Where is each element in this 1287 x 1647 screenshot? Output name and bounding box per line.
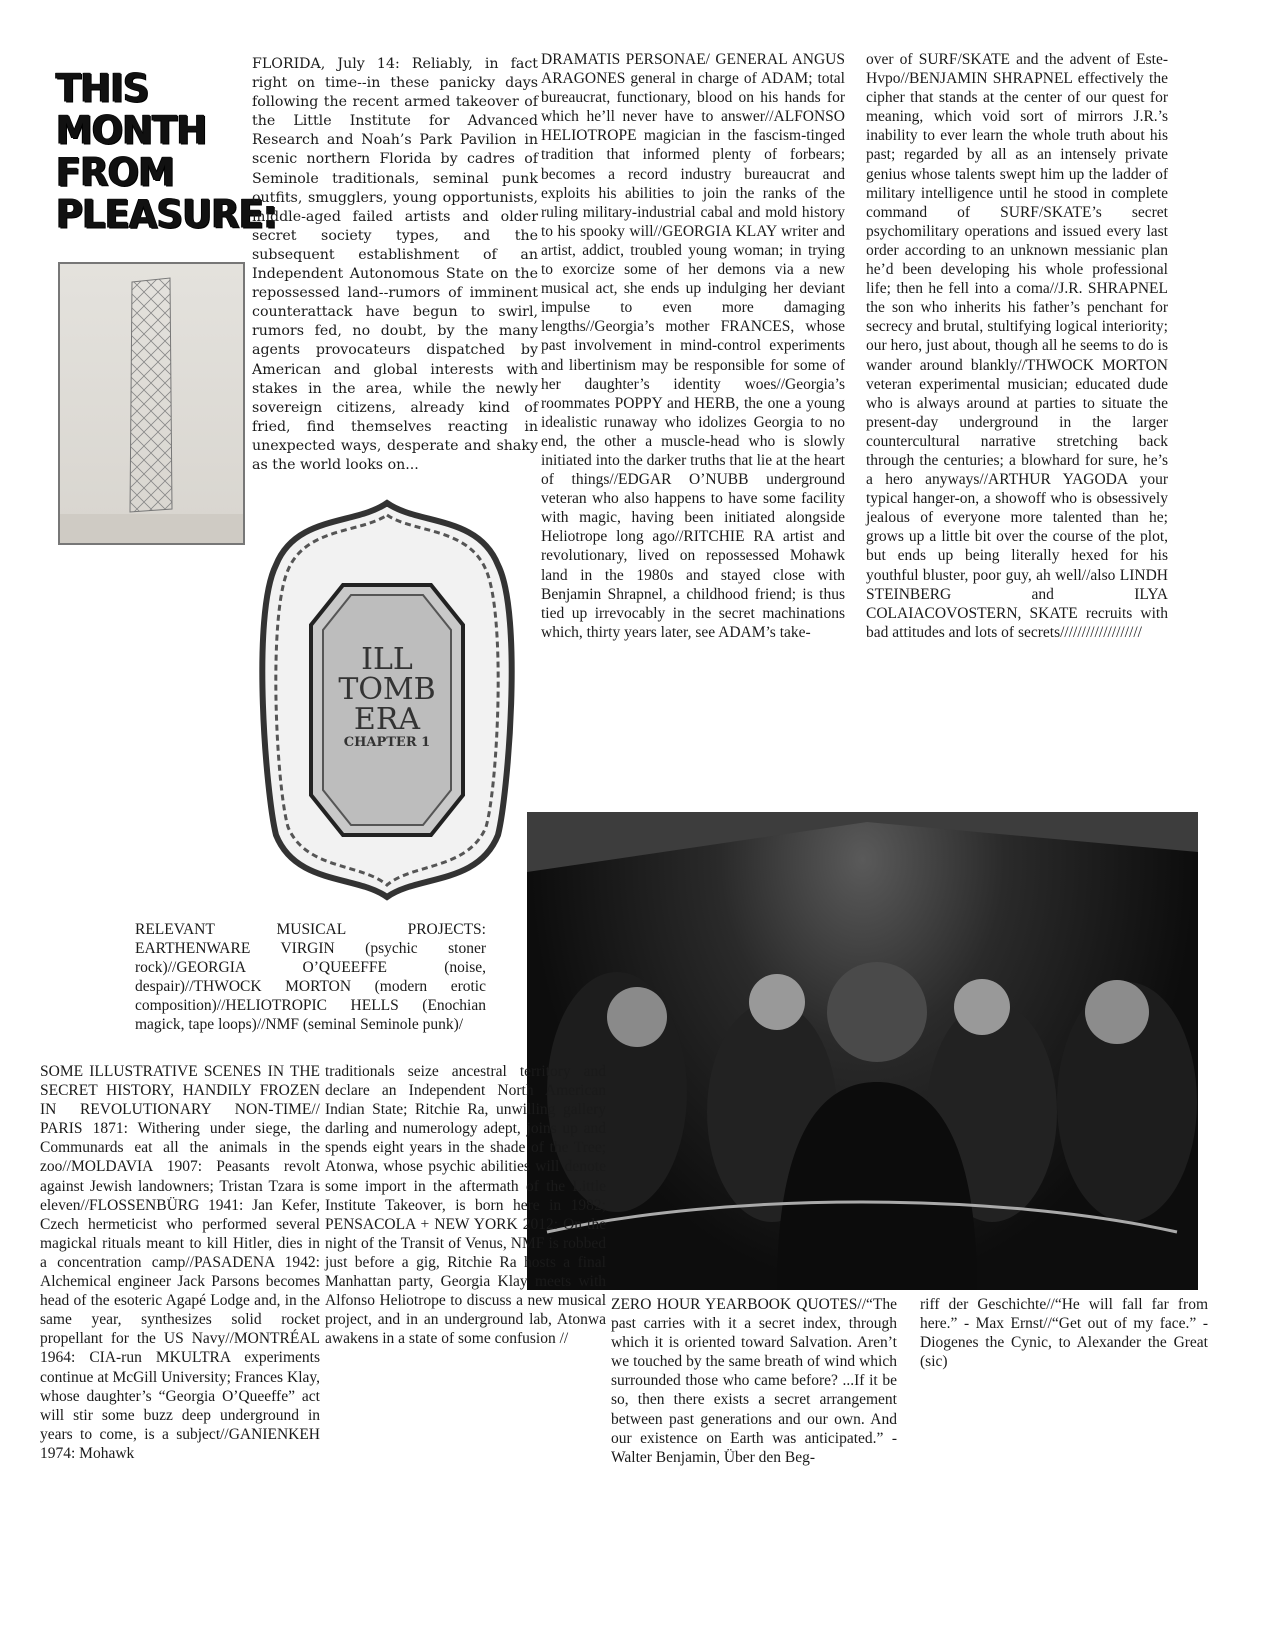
yearbook-quotes-text: ZERO HOUR YEARBOOK QUOTES//“The past carries with it a secret index, through which it is oriented toward Salvation. Aren’t we touched by the same breath of wind which surrounded those who came before? ...If it be so, then there exists a secret arrangement between past generations and our own. And our existence on Earth was anticipated.” - Walter Benjamin, Über den Beg- [611,1296,897,1466]
dramatis-personae-continued: over of SURF/SKATE and the advent of Este-Hvpo//BENJAMIN SHRAPNEL effectively the cipher that stands at the center of our quest for meaning, which void sort of mirrors J.R.’s inability to ever learn the whole truth about his past; regarded by all as an intensely private genius whose talents swept him up the ladder of military intelligence until he stood in complete command of SURF/SKATE’s secret psychomilitary operations and issued every last order according to an unknown messianic plan he’d been developing his whole professional life; then he fell into a coma//J.R. SHRAPNEL the son who inherits his father’s penchant for secrecy and brutal, stultifying logical interiority; our hero, just about, though all he seems to do is wander around blankly//THWOCK MORTON veteran experimental musician; educated dude who is always around at parties to situate the present-day underground in the larger countercultural narrative stretching back through the centuries; a blowhard for sure, he’s a hero anyways//ARTHUR YAGODA your typical hanger-on, a showoff who is obsessively jealous of everyone more talented than he; grows up a little bit over the course of the plot, but ends up being literally hexed for his youthful bluster, poor guy, ah well//also LINDH STEINBERG and ILYA COLAIACOVOSTERN, SKATE recruits with bad attitudes and lots of secrets/////////////////// [866,51,1168,641]
dramatis-personae-text: DRAMATIS PERSONAE/ GENERAL ANGUS ARAGONES general in charge of ADAM; total bureaucrat, functionary, blood on his hands for which he’ll never have to answer//ALFONSO HELIOTROPE magician in the fascism-tinged tradition that informed plenty of forbears; becomes a record industry bureaucrat and exploits his abilities to join the ranks of the ruling military-industrial cabal and mold history to his spooky will//GEORGIA KLAY writer and artist, addict, troubled young woman; in trying to exorcize some of her demons via a new musical act, she ends up indulging her deviant impulse to even more damaging lengths//Georgia’s mother FRANCES, whose past involvement in mind-control experiments and libertinism may be responsible for some of her daughter’s identity woes//Georgia’s roommates POPPY and HERB, the one a young idealistic runaway who idolizes Georgia to no end, the other a muscle-head who is slowly initiated into the darker truths that lie at the heart of things//EDGAR O’NUBB underground veteran who also happens to have some facility with magic, having been initiated alongside Heliotrope long ago//RITCHIE RA artist and revolutionary, lived on repossessed Mohawk land in the 1980s and stayed close with Benjamin Shrapnel, a childhood friend; is thus tied up irrevocably in the secret machinations which, thirty years later, see ADAM’s take- [541,51,845,641]
soldiers-mirror-photo [527,812,1198,1290]
ornamental-frame-illustration [248,495,526,905]
musical-projects-text: RELEVANT MUSICAL PROJECTS: EARTHENWARE VIRGIN (psychic stoner rock)//GEORGIA O’QUEEFFE (noise, despair)//THWOCK MORTON (modern erotic composition)//HELIOTROPIC HELLS (Enochian magick, tape loops)//NMF (seminal Seminole punk)/ [135,921,486,1034]
intro-text: FLORIDA, July 14: Reliably, in fact right on time--in these panicky days following the recent armed takeover of the Little Institute for Advanced Research and Noah’s Park Pavilion in scenic northern Florida by cadres of Seminole traditionals, seminal punk outfits, smugglers, young opportunists, middle-aged failed artists and older secret society types, and the subsequent establishment of an Independent Autonomous State on the repossessed land--rumors of imminent counterattack have begun to swirl, rumors fed, no doubt, by the many agents provocateurs dispatched by American and global interests with stakes in the area, while the newly sovereign citizens, already kind of fried, find themselves reacting in unexpected ways, desperate and shaky as the world looks on... [252,56,538,473]
illustrative-scenes-text: SOME ILLUSTRATIVE SCENES IN THE SECRET HISTORY, HANDILY FROZEN IN REVOLUTIONARY NON-TIME// PARIS 1871: Withering under siege, the Communards eat all the animals in the zoo//MOLDAVIA 1907: Peasants revolt against Jewish landowners; Tristan Tzara is eleven//FLOSSENBÜRG 1941: Jan Kefer, Czech hermeticist who performed several magickal rituals meant to kill Hitler, dies in a concentration camp//PASADENA 1942: Alchemical engineer Jack Parsons becomes head of the esoteric Agapé Lodge and, in the same year, synthesizes solid rocket propellant for the US Navy//MONTRÉAL 1964: CIA-run MKULTRA experiments continue at McGill University; Frances Klay, whose daughter’s “Georgia O’Queeffe” act will stir some buzz deep underground in years to come, is a subject//GANIENKEH 1974: Mohawk [40,1063,320,1462]
chapter-title-line: TOMB [338,672,436,707]
chapter-title-line: ERA [353,702,421,737]
chapter-title-line: ILL [361,642,413,677]
chapter-label: CHAPTER 1 [343,735,431,750]
tower-illustration [58,262,245,545]
yearbook-quotes-continued: riff der Geschichte//“He will fall far from here.” - Max Ernst//“Get out of my face.” - Diogenes the Cynic, to Alexander the Great (sic) [920,1296,1208,1371]
illustrative-scenes-continued: traditionals seize ancestral territory and declare an Independent North American Indian State; Ritchie Ra, unwilling gallery darling and numerology adept, joins up and spends eight years in the shade of the Tree; Atonwa, whose psychic abilities will denote some import in the aftermath of the Little Institute Takeover, is born here in 1982; PENSACOLA + NEW YORK 2012: On the night of the Transit of Venus, NMF is robbed just before a gig, Ritchie Ra hosts a final Manhattan party, Georgia Klay meets with Alfonso Heliotrope to discuss a new musical project, and in an underground lab, Atonwa awakens in a state of some confusion // [325,1063,606,1348]
title-art: THIS MONTH FROM PLEASURE: [56,65,277,238]
